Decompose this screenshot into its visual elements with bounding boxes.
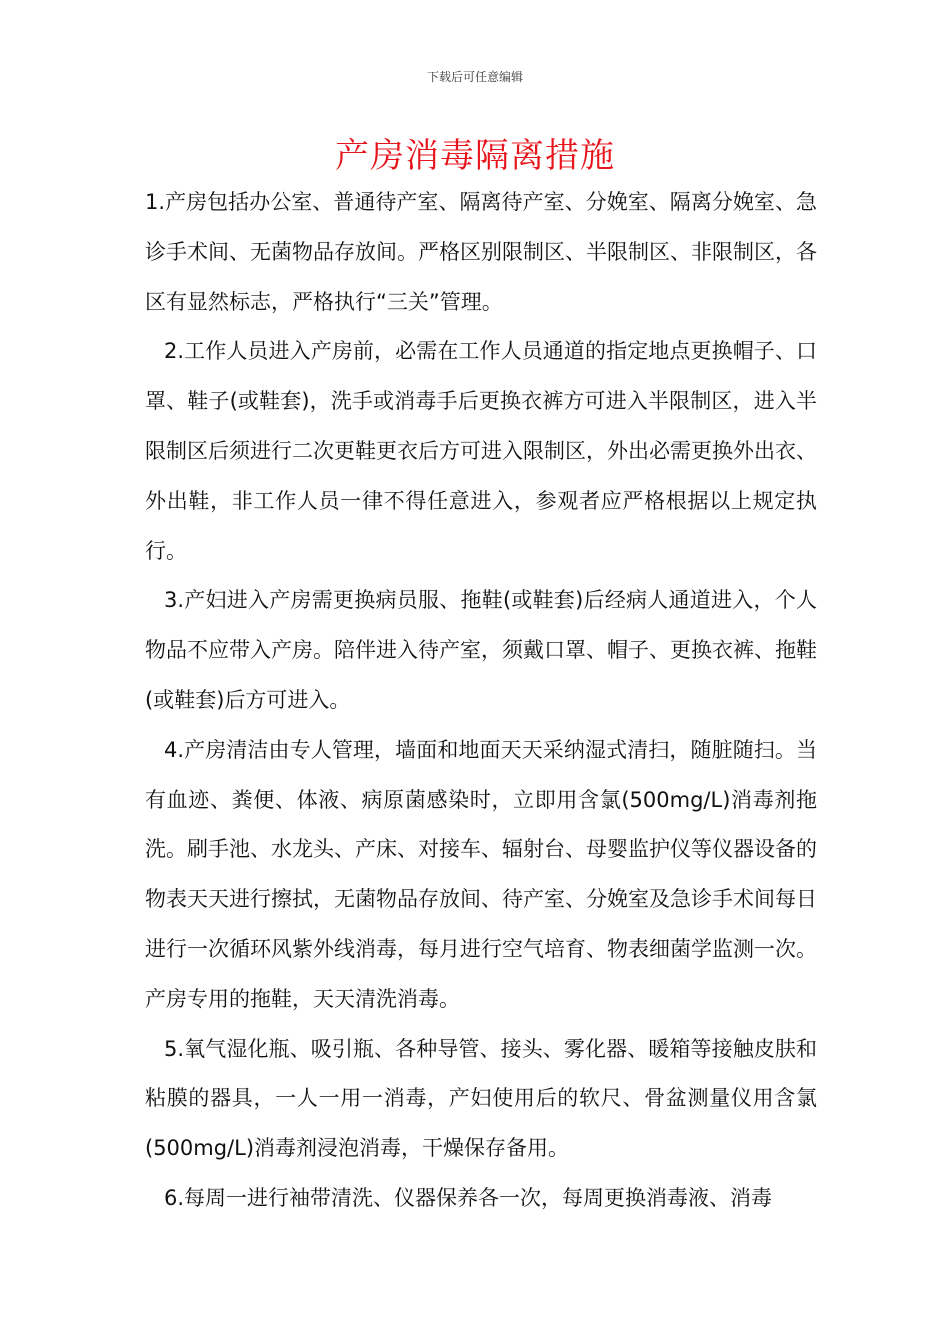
paragraph-4: 4.产房清洁由专人管理，墙面和地面天天采纳湿式清扫，随脏随扫。当有血迹、粪便、体液、病原菌感染时，立即用含氯(500mg/L)消毒剂拖洗。刷手池、水龙头、产床、对接车、辐射台、母婴监护仪等仪器设备的物表天天进行擦拭，无菌物品存放间、待产室、分娩室及急诊手术间每日进行一次循环风紫外线消毒，每月进行空气培育、物表细菌学监测一次。产房专用的拖鞋，天天清洗消毒。 (145, 737, 817, 1011)
document-body (145, 178, 817, 1224)
paragraph-3: 3.产妇进入产房需更换病员服、拖鞋(或鞋套)后经病人通道进入，个人物品不应带入产房。陪伴进入待产室，须戴口罩、帽子、更换衣裤、拖鞋(或鞋套)后方可进入。 (145, 588, 817, 712)
header-note: 下载后可任意编辑 (426, 70, 523, 84)
document-title: 产房消毒隔离措施 (335, 136, 615, 176)
paragraph-2: 2.工作人员进入产房前，必需在工作人员通道的指定地点更换帽子、口罩、鞋子(或鞋套)，洗手或消毒手后更换衣裤方可进入半限制区，进入半限制区后须进行二次更鞋更衣后方可进入限制区，外出必需更换外出衣、外出鞋，非工作人员一律不得任意进入，参观者应严格根据以上规定执行。 (145, 339, 817, 563)
paragraph-5: 5.氧气湿化瓶、吸引瓶、各种导管、接头、雾化器、暖箱等接触皮肤和粘膜的器具，一人一用一消毒，产妇使用后的软尺、骨盆测量仪用含氯(500mg/L)消毒剂浸泡消毒，干燥保存备用。 (145, 1036, 817, 1161)
paragraph-6: 6.每周一进行袖带清洗、仪器保养各一次，每周更换消毒液、消毒 (164, 1185, 773, 1210)
paragraph-1: 1.产房包括办公室、普通待产室、隔离待产室、分娩室、隔离分娩室、急诊手术间、无菌物品存放间。严格区别限制区、半限制区、非限制区，各区有显然标志，严格执行“三关”管理。 (145, 190, 817, 314)
